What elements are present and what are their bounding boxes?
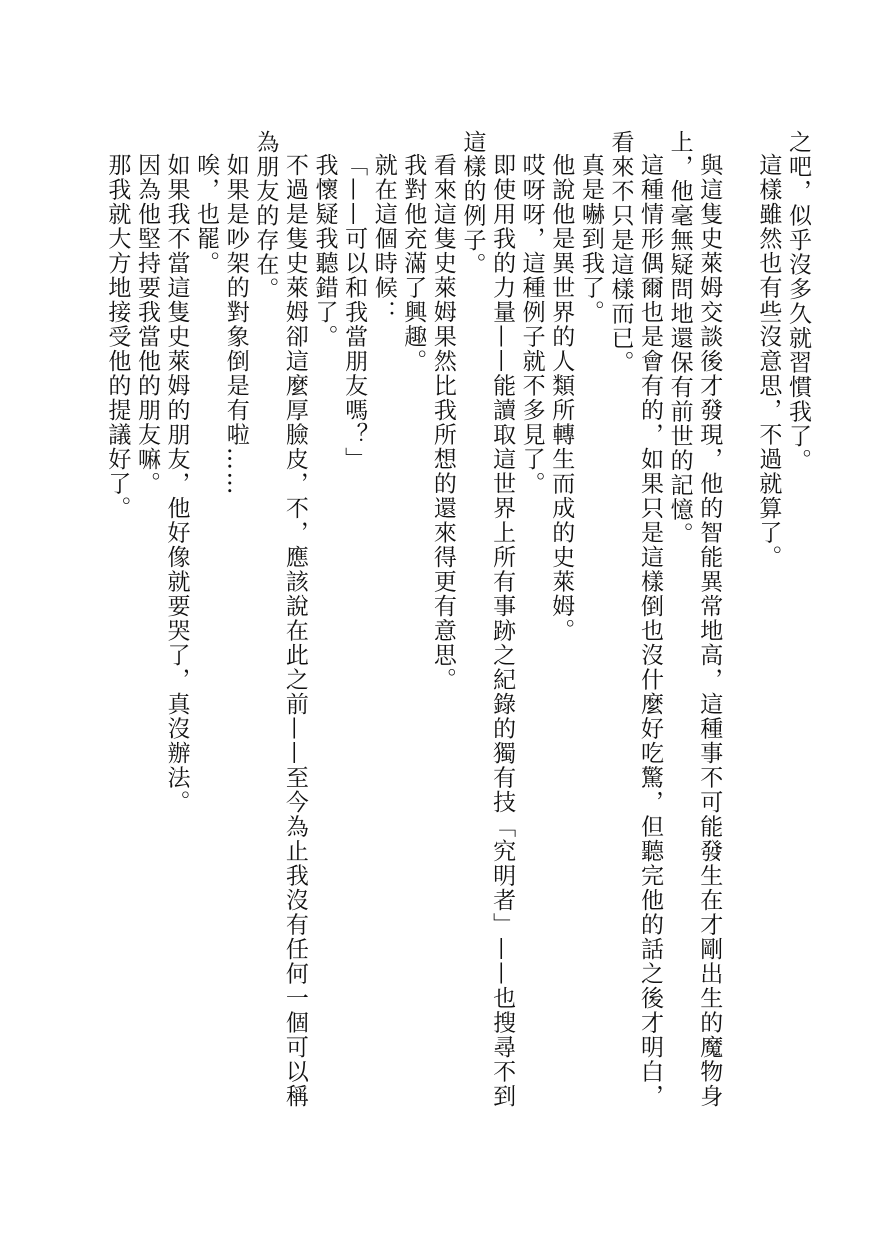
text-line: 與這隻史萊姆交談後才發現，他的智能異常地高，這種事不可能發生在才剛出生的魔物身 [696, 153, 723, 1109]
text-line: 之吧，似乎沒多久就習慣我了。 [785, 130, 811, 473]
text-line: 看來這隻史萊姆果然比我所想的還來得更有意思。 [429, 153, 456, 692]
text-line: 即使用我的力量——能讀取這世界上所有事跡之紀錄的獨有技「究明者」——也搜尋不到 [489, 153, 516, 1109]
text-line: 不過是隻史萊姆卻這麼厚臉皮，不，應該說在此之前——至今為止我沒有任何一個可以稱 [281, 153, 308, 1109]
text-line: 看來不只是這樣而已。 [607, 130, 634, 375]
text-line: 如果是吵架的對象倒是有啦…… [222, 153, 249, 496]
text-line: 為朋友的存在。 [252, 130, 279, 302]
text-line: 上，他毫無疑問地還保有前世的記憶。 [666, 130, 693, 547]
text-line: 這樣雖然也有些沒意思，不過就算了。 [755, 153, 782, 570]
text-line: 這樣的例子。 [459, 130, 486, 277]
text-line: 如果我不當這隻史萊姆的朋友，他好像就要哭了，真沒辦法。 [163, 153, 190, 815]
text-line: 哎呀呀，這種例子就不多見了。 [518, 153, 545, 496]
text-line: 唉，也罷。 [193, 153, 220, 276]
vertical-text-body [102, 130, 812, 1130]
text-line: 那我就大方地接受他的提議好了。 [104, 153, 131, 521]
text-line: 真是嚇到我了。 [577, 153, 604, 325]
text-line: 因為他堅持要我當他的朋友嘛。 [133, 153, 160, 496]
dialogue-line: 「——可以和我當朋友嗎？」 [341, 153, 368, 472]
blank-line [723, 130, 753, 1130]
text-line: 就在這個時候： [370, 153, 397, 325]
text-line: 他說他是異世界的人類所轉生而成的史萊姆。 [548, 153, 575, 643]
text-line: 我懷疑我聽錯了。 [311, 153, 338, 349]
text-line: 我對他充滿了興趣。 [400, 153, 427, 374]
text-line: 這種情形偶爾也是會有的，如果只是這樣倒也沒什麼好吃驚，但聽完他的話之後才明白， [637, 153, 664, 1109]
